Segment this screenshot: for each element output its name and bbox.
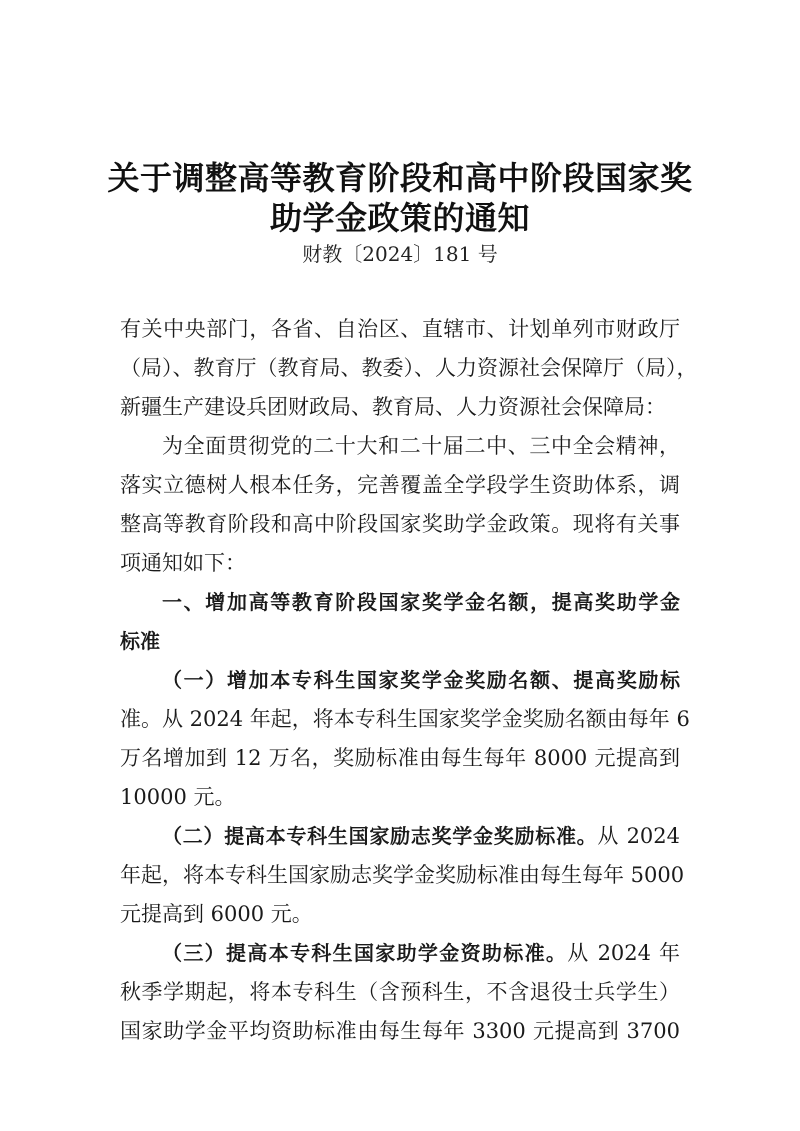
item-1-line-1: 准。从 2024 年起，将本专科生国家奖学金奖励名额由每年 6	[120, 707, 690, 731]
document-title-line-1: 关于调整高等教育阶段和高中阶段国家奖	[107, 159, 693, 197]
item-2-lead-rest: 从 2024	[597, 824, 681, 848]
item-3-first-line	[162, 938, 680, 968]
addressee-line-3: 新疆生产建设兵团财政局、教育局、人力资源社会保障局：	[120, 395, 666, 419]
section-1-heading-line-1: 一、增加高等教育阶段国家奖学金名额，提高奖助学金	[162, 590, 680, 614]
intro-line-4: 项通知如下：	[120, 551, 246, 575]
item-2-first-line	[162, 821, 680, 851]
document-title-line-2: 助学金政策的通知	[269, 199, 530, 237]
item-3-line-1: 秋季学期起，将本专科生（含预科生，不含退役士兵学生）	[120, 980, 680, 1004]
intro-line-2: 落实立德树人根本任务，完善覆盖全学段学生资助体系，调	[120, 473, 680, 497]
item-2-line-1: 年起，将本专科生国家励志奖学金奖励标准由每生每年 5000	[120, 863, 685, 887]
item-1-line-2: 万名增加到 12 万名，奖励标准由每生每年 8000 元提高到	[120, 746, 680, 770]
item-1-lead: （一）增加本专科生国家奖学金奖励名额、提高奖励标	[162, 668, 680, 692]
document-number: 财教〔2024〕181 号	[302, 242, 498, 266]
item-1-line-3: 10000 元。	[120, 785, 236, 809]
item-3-lead: （三）提高本专科生国家助学金资助标准。	[162, 941, 568, 965]
item-2-lead: （二）提高本专科生国家励志奖学金奖励标准。	[162, 824, 598, 848]
intro-line-3: 整高等教育阶段和高中阶段国家奖助学金政策。现将有关事	[120, 512, 680, 536]
item-3-lead-rest: 从 2024 年	[567, 941, 681, 965]
addressee-line-2: （局）、教育厅（教育局、教委）、人力资源社会保障厅（局），	[120, 356, 698, 380]
item-2-line-2: 元提高到 6000 元。	[120, 902, 313, 926]
section-1-heading-line-2: 标准	[120, 629, 160, 653]
intro-line-1: 为全面贯彻党的二十大和二十届二中、三中全会精神，	[162, 434, 680, 458]
item-3-line-2: 国家助学金平均资助标准由每生每年 3300 元提高到 3700	[120, 1019, 680, 1043]
addressee-line-1: 有关中央部门，各省、自治区、直辖市、计划单列市财政厅	[120, 317, 680, 341]
